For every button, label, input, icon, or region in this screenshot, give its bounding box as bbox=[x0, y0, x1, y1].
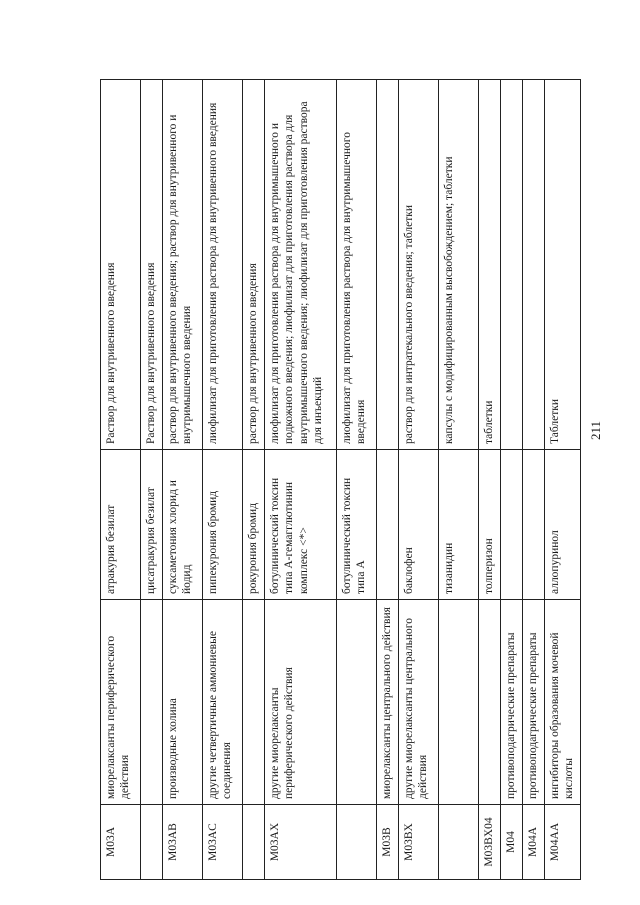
code-cell: M04AA bbox=[545, 805, 581, 880]
table-row bbox=[439, 80, 479, 880]
code-cell bbox=[243, 805, 265, 880]
code-cell: M04 bbox=[501, 805, 523, 880]
code-cell: M03B bbox=[377, 805, 399, 880]
drug-cell bbox=[501, 450, 523, 600]
group-cell: другие миорелаксанты центрального действия bbox=[399, 600, 439, 805]
drug-cell: рокурония бромид bbox=[243, 450, 265, 600]
form-cell: лиофилизат для приготовления раствора для внутримышечного введения bbox=[337, 80, 377, 450]
code-cell bbox=[439, 805, 479, 880]
form-cell: раствор для интратекального введения; таблетки bbox=[399, 80, 439, 450]
form-cell bbox=[523, 80, 545, 450]
code-cell: M03AB bbox=[163, 805, 203, 880]
drug-cell: ботулинический токсин типа А bbox=[337, 450, 377, 600]
table-row bbox=[523, 80, 545, 880]
code-cell bbox=[141, 805, 163, 880]
table-row bbox=[243, 80, 265, 880]
group-cell bbox=[243, 600, 265, 805]
group-cell: другие четвертичные аммониевые соединения bbox=[203, 600, 243, 805]
table-row bbox=[337, 80, 377, 880]
drug-cell bbox=[523, 450, 545, 600]
form-cell: Раствор для внутривенного введения bbox=[101, 80, 141, 450]
table-row bbox=[265, 80, 337, 880]
form-cell: лиофилизат для приготовления раствора для внутривенного введения bbox=[203, 80, 243, 450]
code-cell: M04A bbox=[523, 805, 545, 880]
group-cell: производные холина bbox=[163, 600, 203, 805]
group-cell: другие миорелаксанты периферического действия bbox=[265, 600, 337, 805]
code-cell: M03AX bbox=[265, 805, 337, 880]
code-cell bbox=[337, 805, 377, 880]
form-cell: раствор для внутривенного введения bbox=[243, 80, 265, 450]
drug-cell: тизанидин bbox=[439, 450, 479, 600]
group-cell: ингибиторы образования мочевой кислоты bbox=[545, 600, 581, 805]
form-cell: Раствор для внутривенного введения bbox=[141, 80, 163, 450]
form-cell: капсулы с модифицированным высвобождением; таблетки bbox=[439, 80, 479, 450]
drug-cell: суксаметония хлорид и йодид bbox=[163, 450, 203, 600]
table-row bbox=[501, 80, 523, 880]
group-cell bbox=[479, 600, 501, 805]
drug-cell: толперизон bbox=[479, 450, 501, 600]
group-cell bbox=[141, 600, 163, 805]
form-cell: лиофилизат для приготовления раствора для внутримышечного и подкожного введения; лиофилизат для приготовления раствора для внутримышечного введения; лиофилизат для приготовления раствора для инъекций bbox=[265, 80, 337, 450]
table-row bbox=[101, 80, 141, 880]
group-cell: противоподагрические препараты bbox=[523, 600, 545, 805]
group-cell: противоподагрические препараты bbox=[501, 600, 523, 805]
group-cell bbox=[439, 600, 479, 805]
table-row bbox=[399, 80, 439, 880]
drug-cell bbox=[377, 450, 399, 600]
drug-cell: пипекурония бромид bbox=[203, 450, 243, 600]
form-cell bbox=[377, 80, 399, 450]
table-row bbox=[163, 80, 203, 880]
table-row bbox=[479, 80, 501, 880]
drug-cell: цисатракурия безилат bbox=[141, 450, 163, 600]
drug-cell: баклофен bbox=[399, 450, 439, 600]
form-cell bbox=[501, 80, 523, 450]
form-cell: Таблетки bbox=[545, 80, 581, 450]
drug-cell: ботулинический токсин типа А-гемагглютинин комплекс <*> bbox=[265, 450, 337, 600]
code-cell: M03BX bbox=[399, 805, 439, 880]
drug-table-wrapper bbox=[100, 80, 600, 880]
code-cell: M03BX04 bbox=[479, 805, 501, 880]
table-row bbox=[141, 80, 163, 880]
code-cell: M03A bbox=[101, 805, 141, 880]
form-cell: таблетки bbox=[479, 80, 501, 450]
group-cell: миорелаксанты центрального действия bbox=[377, 600, 399, 805]
table-row bbox=[377, 80, 399, 880]
page-number: 211 bbox=[588, 420, 603, 440]
code-cell: M03AC bbox=[203, 805, 243, 880]
table-row bbox=[545, 80, 581, 880]
drug-cell: аллопуринол bbox=[545, 450, 581, 600]
drug-cell: атракурия безилат bbox=[101, 450, 141, 600]
drug-table bbox=[100, 79, 581, 880]
table-row bbox=[203, 80, 243, 880]
group-cell bbox=[337, 600, 377, 805]
form-cell: раствор для внутривенного введения; раствор для внутривенного и внутримышечного введения bbox=[163, 80, 203, 450]
group-cell: миорелаксанты периферического действия bbox=[101, 600, 141, 805]
